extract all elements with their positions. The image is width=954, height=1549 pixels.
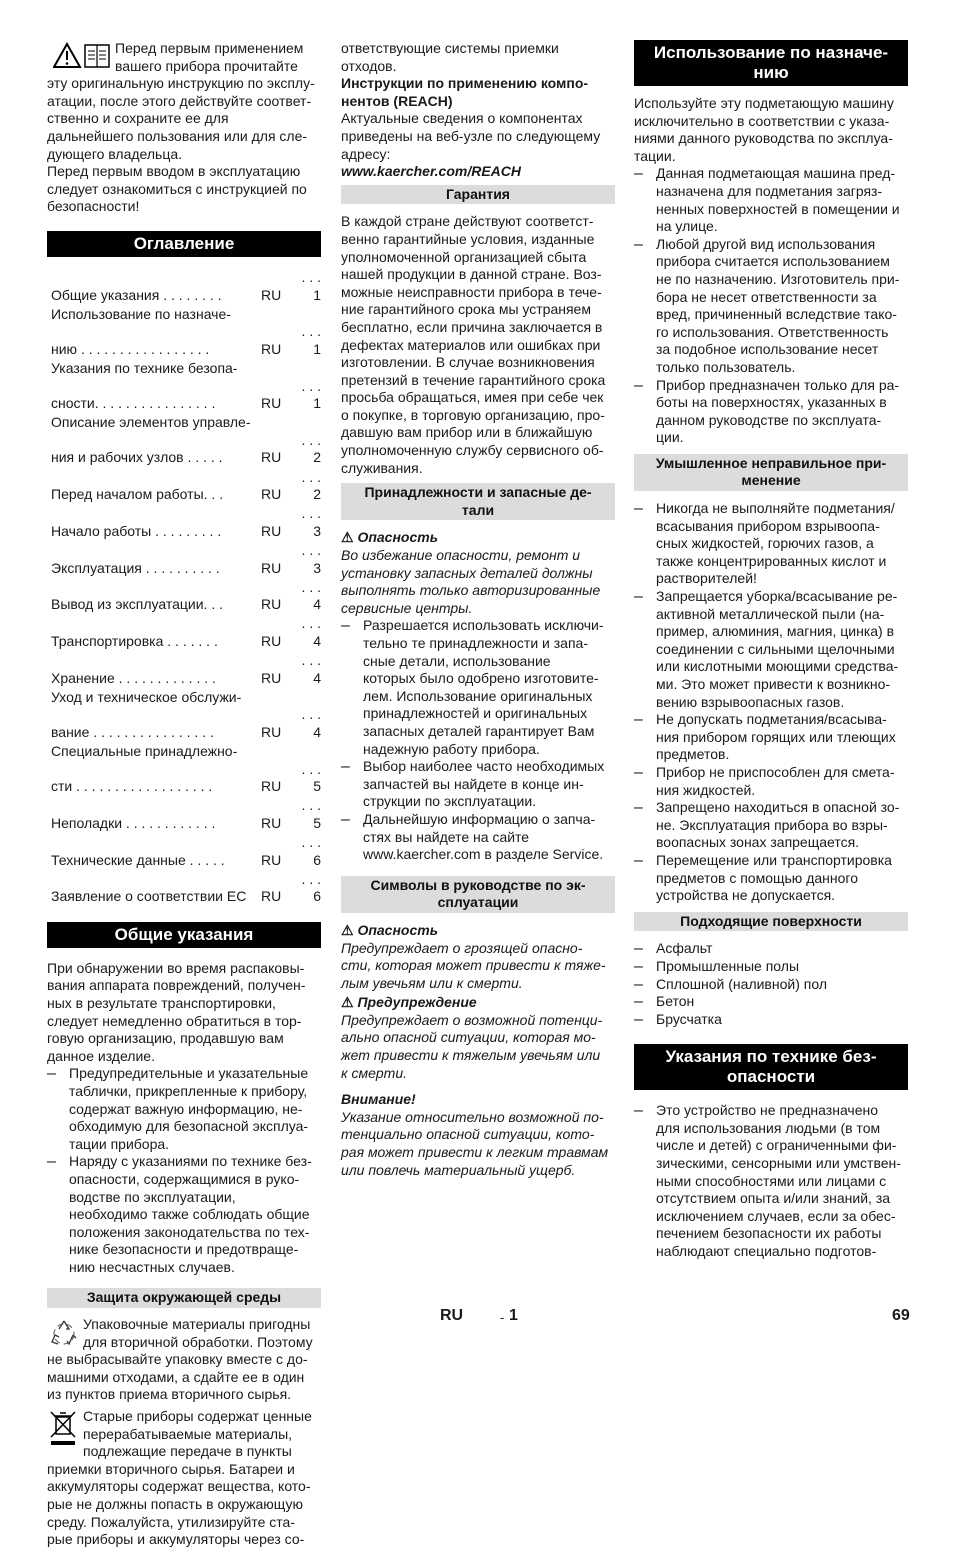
- list-item-line: – Прибор не приспособлен для смета-: [656, 763, 895, 780]
- list-item: [634, 958, 908, 976]
- list-item-line: – Данная подметающая машина пред-: [656, 165, 896, 182]
- list-item-line: сных жидкостей, горючих газов, а: [656, 535, 874, 552]
- list-item-line: го использования. Ответственность: [656, 323, 889, 340]
- list-item-line: содержат важную информацию, не-: [69, 1100, 303, 1117]
- list-item: [634, 236, 908, 377]
- footer-subpage: 1: [509, 1307, 518, 1324]
- use-list: [634, 165, 908, 447]
- toc-entry-lang: RU: [261, 395, 282, 412]
- continued-text-line: отходов.: [341, 57, 397, 74]
- footer-language: RU: [440, 1307, 464, 1324]
- intro-line: эту оригинальную инструкцию по эксплу-: [47, 75, 315, 92]
- surfaces-heading: Подходящие поверхности: [634, 912, 908, 932]
- list-item-line: отсутствием опыта и/или знаний, за: [656, 1190, 891, 1207]
- list-item-line: предметов с помощью данного: [656, 869, 858, 886]
- reach-url[interactable]: www.kaercher.com/REACH: [341, 163, 521, 180]
- list-item-line: – Выбор наиболее часто необходимых: [363, 758, 605, 775]
- danger-text-line: сервисные центры.: [341, 599, 473, 616]
- list-item-line: данном руководстве по эксплуата-: [656, 411, 882, 428]
- footer-page-number: 69: [892, 1307, 910, 1324]
- toc-entry-lang: RU: [261, 449, 282, 466]
- list-item-line: ции.: [656, 429, 684, 446]
- list-item-line: тельно те принадлежности и запа-: [363, 635, 588, 651]
- reach-text-line: приведены на веб-узле по следующему: [341, 127, 601, 144]
- list-item: [634, 976, 908, 994]
- list-item: [47, 1065, 321, 1153]
- symbols-heading-line: Символы в руководстве по эк-: [370, 876, 586, 893]
- warranty-text-line: изготовлении. В случае возникновения: [341, 354, 595, 371]
- list-item-line: бора не несет ответственности за: [656, 288, 877, 305]
- environment-text-line: среду. Пожалуйста, утилизируйте ста-: [47, 1513, 296, 1530]
- list-item: [634, 377, 908, 447]
- toc-entry-title: нию . . . . . . . . . . . . . . . . .: [51, 340, 210, 357]
- list-item-line: – Прибор предназначен только для ра-: [656, 376, 900, 393]
- toc-entry-page: . . . 3: [301, 541, 321, 576]
- general-text-line: следует немедленно обратиться в тор-: [47, 1012, 302, 1029]
- warranty-text-line: просьба обращаться, имея при себе чек: [341, 389, 604, 406]
- list-item: [634, 588, 908, 711]
- list-item-line: таблички, прикрепленные к прибору,: [69, 1082, 308, 1099]
- list-item-line: необходимо также соблюдать общие: [69, 1206, 310, 1223]
- intro-line: вашего прибора прочитайте: [115, 57, 298, 74]
- list-item-line: ненных поверхностей в помещении и: [656, 200, 900, 217]
- list-item-line: исключением случаев, если за обес-: [656, 1207, 896, 1224]
- symbol-danger-label: ⚠ Опасность: [341, 921, 439, 938]
- symbol-warning-text-line: ально опасной ситуации, которая мо-: [341, 1029, 596, 1046]
- use-heading-line: нию: [753, 63, 789, 82]
- toc-entry-title: Транспортировка . . . . . . .: [51, 632, 218, 649]
- environment-text-line: аккумуляторы содержат вещества, кото-: [47, 1478, 311, 1495]
- list-item-line: воопасных зонах запрещается.: [656, 834, 860, 851]
- toc-entry-lang: RU: [261, 723, 282, 740]
- environment-text-line: Старые приборы содержат ценные: [83, 1408, 312, 1425]
- use-heading-line: Использование по назначе-: [653, 43, 889, 62]
- toc-entry-title: Неполадки . . . . . . . . . . . .: [51, 814, 216, 831]
- list-item-line: лем. Использование оригинальных: [363, 687, 593, 704]
- toc-entry-page: . . . 5: [301, 760, 321, 795]
- misuse-list: [634, 500, 908, 905]
- warranty-text-line: уполномоченной организацией сбыта: [341, 248, 587, 265]
- toc-entry-title: Описание элементов управле-: [51, 414, 251, 431]
- toc-entry-title: Вывод из эксплуатации. . .: [51, 596, 223, 613]
- safety-heading-line: Указания по технике без-: [665, 1047, 877, 1067]
- toc-entry-lang: RU: [261, 778, 282, 795]
- general-text-line: данное изделие.: [47, 1047, 155, 1064]
- list-item-line: назначена для подметания загряз-: [656, 182, 883, 199]
- toc-entry-lang: RU: [261, 596, 282, 613]
- list-item-line: прибора считается использованием: [656, 253, 890, 270]
- column-1: [47, 40, 321, 1549]
- toc-entry-title: Начало работы . . . . . . . . .: [51, 522, 222, 539]
- warranty-text-line: венно гарантийные условия, изданные: [341, 230, 595, 247]
- list-item-line: – Брусчатка: [656, 1010, 722, 1027]
- list-item-line: опасности, содержащимися в руко-: [69, 1170, 300, 1187]
- toc-entry[interactable]: [51, 797, 321, 832]
- toc-entry-page: . . . 6: [301, 833, 321, 868]
- toc-entry-page: . . . 4: [301, 651, 321, 686]
- toc-entry-page: . . . 5: [301, 797, 321, 831]
- safety-heading: [634, 1044, 908, 1090]
- list-item-line: ния прибором горящих или тлеющих: [656, 728, 896, 745]
- list-item-line: – Дальнейшую информацию о запча-: [363, 810, 596, 827]
- toc-entry-page: . . . 1: [301, 377, 321, 412]
- toc-heading: Оглавление: [47, 231, 321, 257]
- toc-entry-page: . . . 2: [301, 431, 321, 466]
- danger-triangle-icon: ⚠: [341, 921, 354, 938]
- symbol-warning-label: ⚠ Предупреждение: [341, 994, 477, 1011]
- list-item-line: тации прибора.: [69, 1135, 170, 1152]
- list-item-line: стях вы найдете на сайте: [363, 828, 530, 845]
- list-item-line: водстве по эксплуатации,: [69, 1188, 236, 1205]
- toc-entry[interactable]: [51, 360, 321, 413]
- general-text-line: говую организацию, продавшую вам: [47, 1030, 284, 1047]
- toc-entry[interactable]: [51, 871, 321, 906]
- danger-text-line: выполнять только авторизированные: [341, 582, 601, 599]
- list-item-line: наблюдают специально подготов-: [656, 1243, 877, 1260]
- list-item-line: всасывания прибором взрывоопа-: [656, 517, 880, 534]
- list-item: [634, 993, 908, 1011]
- environment-text-line: Упаковочные материалы пригодны: [83, 1316, 311, 1333]
- environment-heading: Защита окружающей среды: [47, 1288, 321, 1308]
- warranty-text-line: уполномоченную службу сервисного об-: [341, 442, 604, 459]
- list-item-line: – Промышленные полы: [656, 957, 800, 974]
- list-item-line: обходимую для безопасной эксплуа-: [69, 1118, 309, 1135]
- danger-label: ⚠ Опасность: [341, 529, 439, 546]
- misuse-heading: [634, 454, 908, 491]
- toc-entry-page: . . . 1: [301, 323, 321, 357]
- use-text-line: тации.: [634, 147, 676, 164]
- toc-entry-title: Хранение . . . . . . . . . . . . .: [51, 669, 216, 686]
- warranty-text-line: ние гарантийного срока мы устраняем: [341, 301, 591, 318]
- environment-text-line: перерабатываемые материалы,: [83, 1425, 293, 1442]
- list-item-line: – Не допускать подметания/всасыва-: [656, 711, 887, 728]
- toc-entry-lang: RU: [261, 559, 282, 576]
- list-item-line: – Бетон: [656, 993, 695, 1010]
- surfaces-list: [634, 940, 908, 1028]
- list-item-line: соединении с сильными щелочными: [656, 640, 895, 657]
- list-item-line: которых было одобрено изготовите-: [363, 670, 599, 687]
- reach-heading-line: Инструкции по применению компо-: [341, 75, 589, 92]
- list-item-line: – Любой другой вид использования: [656, 235, 876, 252]
- environment-text-line: подлежащие передаче в пункты: [83, 1443, 292, 1460]
- toc-entry-page: . . . 3: [301, 505, 321, 539]
- intro-line: Перед первым вводом в эксплуатацию: [47, 163, 301, 180]
- use-text-line: ниями данного руководства по эксплуа-: [634, 130, 893, 147]
- environment-text-line: машними отходами, а сдайте ее в один: [47, 1368, 305, 1385]
- footer-subpage-prefix: -: [500, 1310, 505, 1325]
- environment-text-line: рые не должны попасть в окружающую: [47, 1496, 303, 1512]
- list-item-line: – Сплошной (наливной) пол: [656, 975, 827, 992]
- list-item-line: надежную работу прибора.: [363, 740, 540, 757]
- intro-line: атации, после этого действуйте соответ-: [47, 92, 312, 109]
- intro-block: [47, 40, 321, 215]
- reach-heading-line: нентов (REACH): [341, 92, 453, 109]
- toc-entry-lang: RU: [261, 286, 282, 303]
- list-item-line: ными способностями или лицами с: [656, 1172, 887, 1189]
- list-item-line: – Запрещено находиться в опасной зо-: [656, 799, 900, 816]
- list-item-line: печением безопасности их работы: [656, 1225, 882, 1242]
- list-item-line: также концентрированных кислот и: [656, 552, 887, 569]
- symbol-attention-text-line: Указание относительно возможной по-: [341, 1108, 604, 1125]
- toc-entry-lang: RU: [261, 340, 282, 357]
- reach-text-line: Актуальные сведения о компонентах: [341, 110, 583, 127]
- list-item-line: – Никогда не выполняйте подметания/: [656, 500, 895, 517]
- intro-line: дующего владельца.: [47, 145, 183, 162]
- environment-text-line: не выбрасывайте упаковку вместе с до-: [47, 1351, 308, 1368]
- list-item-line: не. Эксплуатация прибора во взры-: [656, 816, 888, 833]
- list-item-line: www.kaercher.com в разделе Service.: [363, 846, 604, 863]
- symbol-attention-text-line: тенциально опасной ситуации, кото-: [341, 1126, 595, 1143]
- list-item: [634, 1102, 908, 1260]
- symbol-danger-text-line: лым увечьям или к смерти.: [341, 974, 523, 991]
- toc-entry-title: Перед началом работы. . .: [51, 486, 224, 503]
- table-of-contents: [47, 269, 321, 906]
- list-item-line: запасных деталей гарантирует Вам: [363, 722, 595, 739]
- symbol-attention-label: Внимание!: [341, 1091, 416, 1108]
- use-text-line: исключительно в соответствии с указа-: [634, 112, 890, 129]
- warranty-text-line: нашей продукции в данной стране. Воз-: [341, 266, 602, 283]
- list-item-line: принадлежностей и оригинальных: [363, 705, 588, 722]
- environment-text-line: из пунктов приема вторичного сырья.: [47, 1386, 292, 1403]
- toc-entry-title: ния и рабочих узлов . . . . .: [51, 449, 223, 466]
- list-item-line: – Это устройство не предназначено: [656, 1102, 879, 1119]
- toc-entry-title: Общие указания . . . . . . . .: [51, 286, 222, 303]
- warranty-text-line: бесплатно, если причина заключается в: [341, 318, 603, 335]
- warranty-text-line: претензий в течение гарантийного срока: [341, 371, 606, 388]
- accessories-heading-line: Принадлежности и запасные де-: [364, 484, 592, 501]
- toc-entry[interactable]: [51, 414, 321, 467]
- symbol-attention-text-line: рая может привести к легким травмам: [341, 1144, 609, 1161]
- general-text: [47, 960, 321, 1066]
- column-3: [634, 40, 908, 1261]
- intro-line: Перед первым применением: [115, 40, 304, 56]
- list-item-line: – Запрещается уборка/всасывание ре-: [656, 588, 898, 605]
- toc-entry-title: Технические данные . . . . .: [51, 851, 225, 868]
- list-item-line: предметов.: [656, 746, 730, 763]
- symbols-heading-line: сплуатации: [437, 894, 519, 911]
- list-item-line: за подобное использование несет: [656, 341, 879, 358]
- intro-line: ственно и сохраните ее для: [47, 110, 229, 127]
- misuse-heading-line: менение: [741, 472, 801, 489]
- toc-entry-lang: RU: [261, 522, 282, 539]
- toc-entry-page: . . . 6: [301, 870, 321, 905]
- symbol-danger-text-line: Предупреждает о грозящей опасно-: [341, 939, 583, 956]
- intro-line: дальнейшего пользования или для сле-: [47, 127, 308, 144]
- environment-recycle-block: [47, 1316, 321, 1404]
- toc-entry[interactable]: [51, 469, 321, 504]
- toc-entry-title: сти . . . . . . . . . . . . . . . . . .: [51, 778, 213, 795]
- symbols-heading: [341, 876, 615, 913]
- list-item-line: для использования людьми (в том: [656, 1119, 881, 1136]
- toc-entry-title: Эксплуатация . . . . . . . . . .: [51, 559, 220, 576]
- recycle-icon: [49, 1318, 79, 1348]
- toc-entry-lang: RU: [261, 486, 282, 503]
- intro-line: следует ознакомиться с инструкцией по: [47, 180, 307, 197]
- list-item: [634, 799, 908, 852]
- accessories-list: [341, 617, 615, 863]
- environment-text-line: для вторичной обработки. Поэтому: [83, 1333, 313, 1350]
- list-item-line: вению взрывоопасных газов.: [656, 693, 845, 710]
- warranty-text-line: о покупке, в торговую организацию, про-: [341, 406, 605, 423]
- crossed-bin-icon: [49, 1410, 77, 1446]
- toc-entry-page: . . . 4: [301, 578, 321, 613]
- toc-entry-title: Использование по назначе-: [51, 305, 231, 322]
- toc-entry-page: . . . 1: [301, 269, 321, 303]
- list-item-line: пример, алюминия, магния, цинка) в: [656, 623, 895, 640]
- list-item-line: или кислотными моющими средства-: [656, 658, 899, 675]
- list-item: [634, 940, 908, 958]
- list-item-line: струкции по эксплуатации.: [363, 793, 537, 810]
- warranty-text-line: давшую вам прибор или в ближайшую: [341, 424, 593, 441]
- list-item-line: на улице.: [656, 218, 718, 235]
- list-item-line: числе и детей) с ограниченными фи-: [656, 1137, 897, 1154]
- list-item: [634, 711, 908, 764]
- warranty-heading: Гарантия: [341, 185, 615, 205]
- intro-line: безопасности!: [47, 198, 140, 215]
- toc-entry-page: . . . 4: [301, 706, 321, 740]
- toc-entry[interactable]: [51, 579, 321, 614]
- warning-manual-icon: [53, 42, 111, 70]
- list-item: [47, 1153, 321, 1276]
- use-text-line: Используйте эту подметающую машину: [634, 95, 894, 111]
- list-item-line: положения законодательства по тех-: [69, 1223, 310, 1240]
- toc-entry[interactable]: [51, 834, 321, 869]
- toc-entry-title: сности. . . . . . . . . . . . . . . .: [51, 395, 216, 412]
- list-item-line: нию несчастных случаев.: [69, 1258, 235, 1275]
- danger-text-line: Во избежание опасности, ремонт и: [341, 547, 581, 564]
- symbol-warning-text-line: к смерти.: [341, 1064, 408, 1081]
- danger-triangle-icon: ⚠: [341, 529, 354, 546]
- toc-entry[interactable]: [51, 689, 321, 742]
- toc-entry-lang: RU: [261, 851, 282, 868]
- list-item: [341, 811, 615, 864]
- warranty-text-line: служивания.: [341, 459, 423, 476]
- environment-weee-block: [47, 1408, 321, 1549]
- symbol-attention-text-line: или повлечь материальный ущерб.: [341, 1161, 576, 1178]
- toc-entry-title: Указания по технике безопа-: [51, 359, 238, 376]
- list-item: [634, 500, 908, 588]
- toc-entry-title: Специальные принадлежно-: [51, 742, 238, 759]
- toc-entry[interactable]: [51, 306, 321, 359]
- toc-entry-lang: RU: [261, 632, 282, 649]
- list-item: [634, 1011, 908, 1029]
- toc-entry[interactable]: [51, 615, 321, 650]
- symbol-danger-text-line: сти, которая может привести к тяже-: [341, 957, 606, 974]
- list-item-line: ми. Это может привести к возникно-: [656, 676, 891, 692]
- safety-heading-line: опасности: [726, 1067, 816, 1087]
- list-item: [341, 617, 615, 758]
- accessories-heading-line: тали: [461, 501, 495, 518]
- toc-entry-page: . . . 2: [301, 468, 321, 503]
- list-item-line: запчастей вы найдете в конце ин-: [363, 775, 584, 792]
- toc-entry[interactable]: [51, 652, 321, 687]
- list-item: [634, 852, 908, 905]
- warranty-text-line: можные неисправности прибора в тече-: [341, 283, 602, 300]
- general-list: [47, 1065, 321, 1276]
- list-item-line: устройства не допускается.: [656, 887, 836, 904]
- accessories-heading: [341, 483, 615, 520]
- list-item-line: вред, причиненный вследствие тако-: [656, 306, 897, 323]
- environment-text-line: приемки вторичного сырья. Батареи и: [47, 1460, 295, 1477]
- list-item-line: растворителей!: [656, 570, 757, 587]
- list-item-line: – Асфальт: [656, 940, 713, 957]
- list-item-line: – Разрешается использовать исключи-: [363, 617, 604, 634]
- general-text-line: вания аппарата повреждений, получен-: [47, 977, 306, 994]
- warning-triangle-icon: ⚠: [341, 994, 354, 1011]
- toc-entry-page: . . . 4: [301, 615, 321, 649]
- list-item-line: ния жидкостей.: [656, 781, 756, 798]
- toc-entry-title: Заявление о соответствии ЕС: [51, 888, 247, 905]
- general-heading: Общие указания: [47, 922, 321, 948]
- list-item-line: нике безопасности и предотвраще-: [69, 1241, 299, 1258]
- column-2: [341, 40, 615, 1179]
- symbol-warning-text-line: Предупреждает о возможной потенци-: [341, 1011, 603, 1028]
- toc-entry[interactable]: [51, 542, 321, 577]
- toc-entry-lang: RU: [261, 888, 282, 905]
- list-item-line: не по назначению. Изготовитель при-: [656, 270, 900, 287]
- use-heading: [634, 40, 908, 86]
- list-item: [634, 165, 908, 235]
- warranty-text-line: дефектах материалов или ошибках при: [341, 336, 601, 353]
- toc-entry-lang: RU: [261, 669, 282, 686]
- general-text-line: При обнаружении во время распаковы-: [47, 959, 305, 976]
- list-item-line: только пользователь.: [656, 358, 796, 375]
- misuse-heading-line: Умышленное неправильное при-: [655, 454, 887, 471]
- list-item: [341, 758, 615, 811]
- list-item-line: – Перемещение или транспортировка: [656, 851, 892, 868]
- toc-entry[interactable]: [51, 269, 321, 304]
- list-item-line: – Предупредительные и указательные: [69, 1065, 309, 1082]
- toc-entry-title: Уход и техническое обслужи-: [51, 688, 242, 705]
- toc-entry[interactable]: [51, 505, 321, 540]
- list-item-line: боты на поверхностях, указанных в: [656, 394, 887, 411]
- list-item-line: активной металлической пыли (на-: [656, 605, 885, 622]
- reach-text-line: адресу:: [341, 145, 391, 162]
- environment-text-line: рые приборы и аккумуляторы через со-: [47, 1531, 305, 1548]
- warranty-text-line: В каждой стране действуют соответст-: [341, 213, 594, 230]
- toc-entry[interactable]: [51, 743, 321, 796]
- toc-entry-title: вание . . . . . . . . . . . . . . . .: [51, 723, 214, 740]
- symbol-warning-text-line: жет привести к тяжелым увечьям или: [341, 1047, 601, 1064]
- general-text-line: ных в результате транспортировки,: [47, 994, 276, 1011]
- toc-entry-lang: RU: [261, 814, 282, 831]
- safety-list: [634, 1102, 908, 1260]
- continued-text-line: ответствующие системы приемки: [341, 40, 559, 56]
- list-item: [634, 764, 908, 799]
- list-item-line: зическими, сенсорными или умствен-: [656, 1155, 901, 1172]
- danger-text-line: установку запасных деталей должны: [341, 564, 593, 581]
- list-item-line: – Наряду с указаниями по технике без-: [69, 1153, 312, 1170]
- list-item-line: сные детали, использование: [363, 652, 551, 669]
